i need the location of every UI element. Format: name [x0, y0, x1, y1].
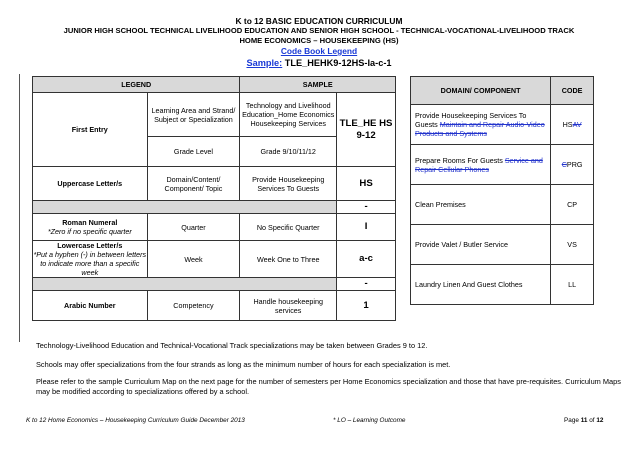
lowercase-letter-label: Lowercase Letter/s [57, 241, 123, 250]
hyphen-2: - [337, 278, 396, 291]
struck-code: C [561, 160, 567, 169]
arabic-number-label: Arabic Number [33, 291, 148, 321]
quarter-label: Quarter [147, 214, 240, 241]
domain-component-header: DOMAIN/ COMPONENT [411, 77, 551, 105]
margin-rule [19, 74, 20, 342]
page-number [564, 417, 603, 424]
week-value: Week One to Three [240, 241, 337, 278]
note-paragraph-3: Please refer to the sample Curriculum Map on the next page for the number of semesters per Home Economics specialization and those that have pre-requisites. Curriculum Maps may be modified according to specializations offered by a school. [36, 377, 621, 396]
sample-header: SAMPLE [240, 77, 396, 93]
domain-row: Provide Valet / Butler Service [411, 225, 551, 265]
roman-numeral-cell [33, 214, 148, 241]
week-code: a-c [337, 241, 396, 278]
domain-code: HS [337, 167, 396, 201]
document-header [0, 16, 638, 69]
note-paragraph-2: Schools may offer specializations from the four strands as long as the minimum number of hours for each specialization is met. [36, 360, 451, 369]
quarter-value: No Specific Quarter [240, 214, 337, 241]
hyphen-1: - [337, 201, 396, 214]
learning-area-code: TLE_HE HS 9-12 [337, 93, 396, 167]
uppercase-letter-label: Uppercase Letter/s [33, 167, 148, 201]
domain-code: CP [551, 185, 594, 225]
competency-code: 1 [337, 291, 396, 321]
page-prefix: Page [564, 417, 581, 424]
roman-numeral-label: Roman Numeral [62, 218, 118, 227]
code-book-legend-title: Code Book Legend [280, 46, 358, 56]
header-title: K to 12 BASIC EDUCATION CURRICULUM [235, 16, 403, 26]
legend-header: LEGEND [33, 77, 240, 93]
legend-table [32, 76, 396, 321]
domain-code [551, 105, 594, 145]
domain-row: Laundry Linen And Guest Clothes [411, 265, 551, 305]
lowercase-letter-note: *Put a hyphen (-) in between letters to indicate more than a specific week [33, 250, 147, 277]
code-header: CODE [551, 77, 594, 105]
separator-row [33, 278, 337, 291]
domain-component-table [410, 76, 594, 305]
roman-numeral-note: *Zero if no specific quarter [47, 227, 132, 236]
domain-label: Domain/Content/ Component/ Topic [147, 167, 240, 201]
learning-area-label: Learning Area and Strand/ Subject or Specialization [147, 93, 240, 137]
sample-code: TLE_HEHK9-12HS-Ia-c-1 [282, 58, 392, 68]
grade-level-label: Grade Level [147, 137, 240, 167]
competency-value: Handle housekeeping services [240, 291, 337, 321]
domain-text: Prepare Rooms For Guests [415, 155, 505, 165]
struck-text: Service and Repair Cellular Phones [415, 155, 543, 174]
quarter-code: I [337, 214, 396, 241]
footer-left: K to 12 Home Economics – Housekeeping Curriculum Guide December 2013 [26, 417, 245, 424]
header-subtitle: JUNIOR HIGH SCHOOL TECHNICAL LIVELIHOOD EDUCATION AND SENIOR HIGH SCHOOL - TECHNICAL-VOCATIONAL-LIVELIHOOD TRACK [63, 26, 575, 35]
domain-row [411, 145, 551, 185]
competency-label: Competency [147, 291, 240, 321]
domain-row: Clean Premises [411, 185, 551, 225]
domain-code [551, 145, 594, 185]
struck-code: AV [572, 120, 582, 129]
code-text: PRG [566, 160, 583, 169]
grade-level-value: Grade 9/10/11/12 [240, 137, 337, 167]
separator-row [33, 201, 337, 214]
header-specialization: HOME ECONOMICS – HOUSEKEEPING (HS) [239, 36, 399, 45]
page-current: 11 [580, 417, 588, 424]
page-total: 12 [596, 417, 604, 424]
sample-label: Sample: [246, 58, 283, 68]
first-entry-label: First Entry [33, 93, 148, 167]
week-label: Week [147, 241, 240, 278]
domain-code: VS [551, 225, 594, 265]
learning-area-value: Technology and Livelihood Education_Home Economics Housekeeping Services [240, 93, 337, 137]
domain-value: Provide Housekeeping Services To Guests [240, 167, 337, 201]
domain-row [411, 105, 551, 145]
domain-text: Provide Housekeeping Services To Guests [415, 111, 527, 129]
sample-code-line [0, 57, 638, 69]
struck-text: Maintain and Repair Audio-Video Products and Systems [415, 120, 545, 138]
footer-center: * LO – Learning Outcome [333, 417, 406, 424]
code-text: HS [562, 120, 573, 129]
domain-code: LL [551, 265, 594, 305]
page-of: of [587, 417, 597, 424]
lowercase-letter-cell [33, 241, 148, 278]
note-paragraph-1: Technology-Livelihood Education and Technical-Vocational Track specializations may be taken between Grades 9 to 12. [36, 341, 428, 350]
